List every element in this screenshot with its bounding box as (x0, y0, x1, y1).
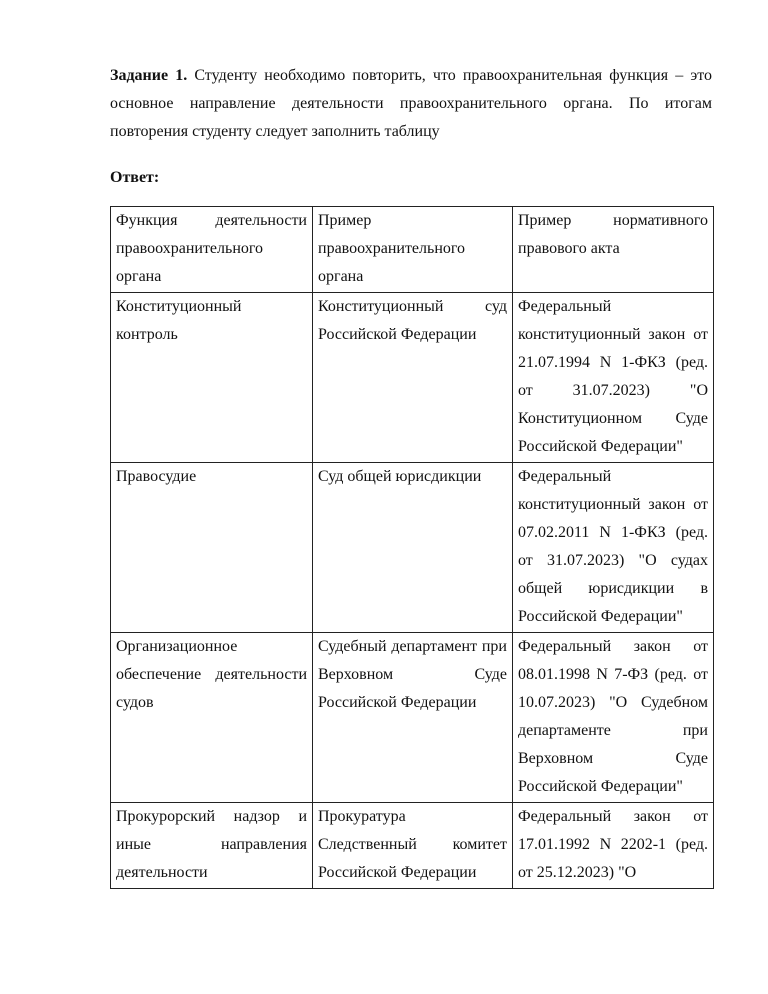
answer-table (110, 206, 714, 889)
cell-body: Суд общей юрисдикции (313, 463, 513, 633)
task-label: Задание 1. (110, 67, 188, 84)
cell-body: Прокуратура Следственный комитет Российской Федерации (313, 803, 513, 889)
cell-act: Федеральный конституционный закон от 07.02.2011 N 1-ФКЗ (ред. от 31.07.2023) "О судах общей юрисдикции в Российской Федерации" (513, 463, 714, 633)
cell-act: Федеральный закон от 17.01.1992 N 2202-1 (ред. от 25.12.2023) "О (513, 803, 714, 889)
table-row (111, 803, 714, 889)
cell-act: Федеральный конституционный закон от 21.07.1994 N 1-ФКЗ (ред. от 31.07.2023) "О Конституционном Суде Российской Федерации" (513, 293, 714, 463)
cell-function: Прокурорский надзор и иные направления деятельности (111, 803, 313, 889)
cell-function: Правосудие (111, 463, 313, 633)
header-act: Пример нормативного правового акта (513, 207, 714, 293)
document-page (110, 62, 712, 889)
header-function: Функция деятельности правоохранительного органа (111, 207, 313, 293)
cell-body: Конституционный суд Российской Федерации (313, 293, 513, 463)
table-row (111, 463, 714, 633)
cell-function: Организационное обеспечение деятельности судов (111, 633, 313, 803)
cell-function: Конституционный контроль (111, 293, 313, 463)
task-paragraph (110, 62, 712, 146)
header-body: Пример правоохранительного органа (313, 207, 513, 293)
task-text: Студенту необходимо повторить, что правоохранительная функция – это основное направление деятельности правоохранительного органа. По итогам повторения студенту следует заполнить таблицу (110, 67, 713, 140)
table-row (111, 293, 714, 463)
table-row (111, 633, 714, 803)
table-header-row (111, 207, 714, 293)
answer-label: Ответ: (110, 169, 160, 186)
cell-body: Судебный департамент при Верховном Суде Российской Федерации (313, 633, 513, 803)
cell-act: Федеральный закон от 08.01.1998 N 7-ФЗ (ред. от 10.07.2023) "О Судебном департаменте при Верховном Суде Российской Федерации" (513, 633, 714, 803)
